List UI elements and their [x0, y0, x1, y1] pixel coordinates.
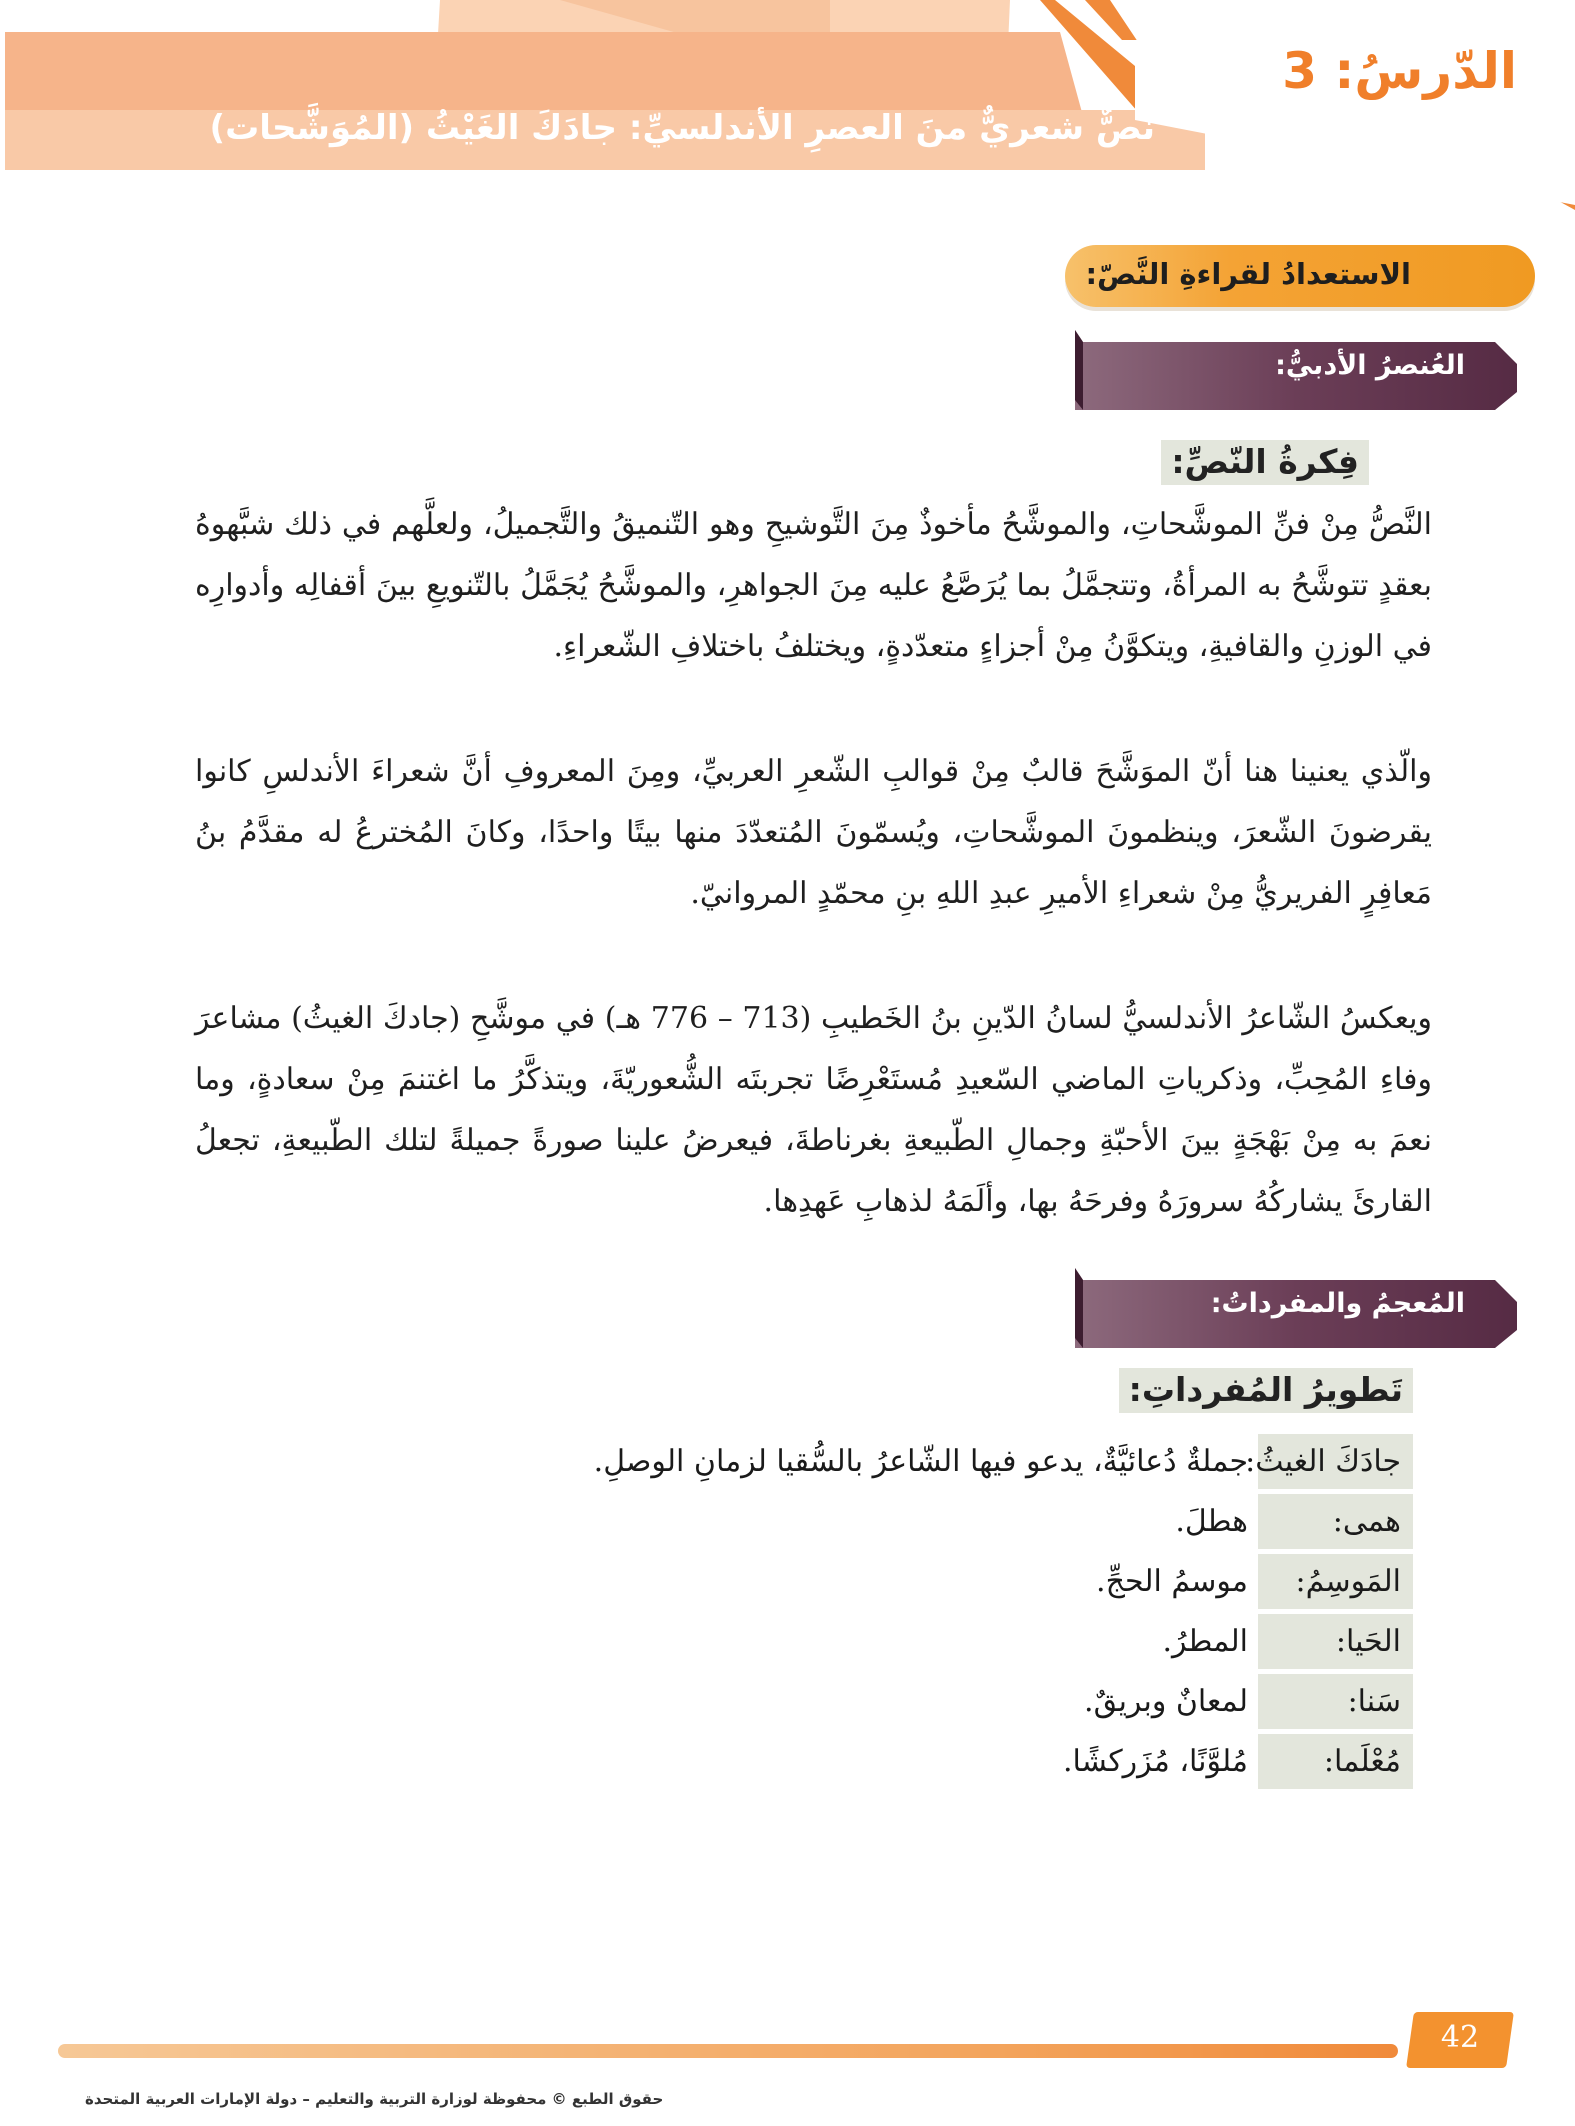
text-idea-heading: فِكرةُ النّصِّ:	[1161, 440, 1369, 485]
literary-element-label: العُنصرُ الأدبيُّ:	[1275, 350, 1465, 381]
vocab-term: المَوسِمُ:	[1258, 1554, 1413, 1609]
vocab-row	[313, 1494, 1413, 1554]
idea-paragraph-1: النَّصُّ مِنْ فنِّ الموشَّحاتِ، والموشَّحُ مأخوذٌ مِنَ التَّوشيحِ وهو التّنميقُ والتَّجميلُ، ولعلَّهم في ذلك شبَّهوهُ بعقدٍ تتوشَّحُ به المرأةُ، وتتجمَّلُ بما يُرَصَّعُ عليه مِنَ الجواهرِ، والموشَّحُ يُجَمَّلُ بالتّنويعِ بينَ أقفالِه وأدوارِه في الوزنِ والقافيةِ، ويتكوَّنُ مِنْ أجزاءٍ متعدّدةٍ، ويختلفُ باختلافِ الشّعراءِ.	[195, 507, 1432, 664]
footer-divider	[58, 2044, 1398, 2058]
page-number: 42	[1440, 2020, 1480, 2055]
vocab-definition: هطلَ.	[1175, 1504, 1248, 1539]
vocab-table	[313, 1434, 1413, 1794]
lesson-title: الدّرسُ: 3	[1282, 42, 1517, 100]
vocab-row	[313, 1554, 1413, 1614]
prep-section-heading	[1065, 245, 1535, 307]
idea-paragraph-3: ويعكسُ الشّاعرُ الأندلسيُّ لسانُ الدّينِ بنُ الخَطيبِ (713 – 776 هـ) في موشَّحِ (جادكَ الغيثُ) مشاعرَ وفاءِ المُحِبِّ، وذكرياتِ الماضي السّعيدِ مُستَعْرِضًا تجربتَه الشُّعوريّةَ، ويتذكَّرُ ما اغتنمَ مِنْ سعادةٍ، وما نعمَ به مِنْ بَهْجَةٍ بينَ الأحبّةِ وجمالِ الطّبيعةِ بغرناطةَ، فيعرضُ علينا صورةً جميلةً لتلك الطّبيعةِ، تجعلُ القارئَ يشاركُهُ سرورَهُ وفرحَهُ بها، وألَمَهُ لذهابِ عَهدِها.	[195, 1001, 1432, 1219]
vocab-row	[313, 1674, 1413, 1734]
vocab-row	[313, 1434, 1413, 1494]
vocab-term: جادَكَ الغيثُ:	[1258, 1434, 1413, 1489]
vocab-definition: لمعانٌ وبريقٌ.	[1084, 1684, 1248, 1719]
vocab-row	[313, 1734, 1413, 1794]
vocab-term: همى:	[1258, 1494, 1413, 1549]
lexicon-label: المُعجمُ والمفرداتُ:	[1210, 1288, 1465, 1319]
vocab-term: الحَيا:	[1258, 1614, 1413, 1669]
vocab-development-heading: تَطويرُ المُفرداتِ:	[1119, 1368, 1413, 1413]
vocab-definition: المطرُ.	[1162, 1624, 1248, 1659]
literary-element-banner	[1075, 330, 1517, 402]
lexicon-banner	[1075, 1268, 1517, 1340]
vocab-definition: مُلوَّنًا، مُزَركشًا.	[1062, 1744, 1248, 1779]
vocab-definition: موسمُ الحجِّ.	[1096, 1564, 1248, 1599]
lesson-subtitle: نصٌّ شعريٌّ منَ العصرِ الأندلسيِّ: جادَكَ الغَيْثُ (المُوَشَّحات)	[209, 108, 1155, 148]
vocab-definition: جملةٌ دُعائيَّةٌ، يدعو فيها الشّاعرُ بالسُّقيا لزمانِ الوصلِ.	[593, 1444, 1248, 1479]
vocab-term: سَنا:	[1258, 1674, 1413, 1729]
prep-section-heading-label: الاستعدادُ لقراءةِ النَّصّ:	[1085, 257, 1411, 291]
idea-paragraph-2: والّذي يعنينا هنا أنّ الموَشَّحَ قالبٌ مِنْ قوالبِ الشّعرِ العربيِّ، ومِنَ المعروفِ أنَّ شعراءَ الأندلسِ كانوا يقرضونَ الشّعرَ، وينظمونَ الموشَّحاتِ، ويُسمّونَ المُتعدّدَ منها بيتًا واحدًا، وكانَ المُخترعُ له مقدَّمُ بنُ مَعافِرٍ الفريريُّ مِنْ شعراءِ الأميرِ عبدِ اللهِ بنِ محمّدٍ المروانيّ.	[195, 754, 1432, 911]
copyright-notice: حقوق الطبع © محفوظة لوزارة التربية والتعليم – دولة الإمارات العربية المتحدة	[85, 2090, 664, 2108]
vocab-term: مُعْلَما:	[1258, 1734, 1413, 1789]
vocab-row	[313, 1614, 1413, 1674]
